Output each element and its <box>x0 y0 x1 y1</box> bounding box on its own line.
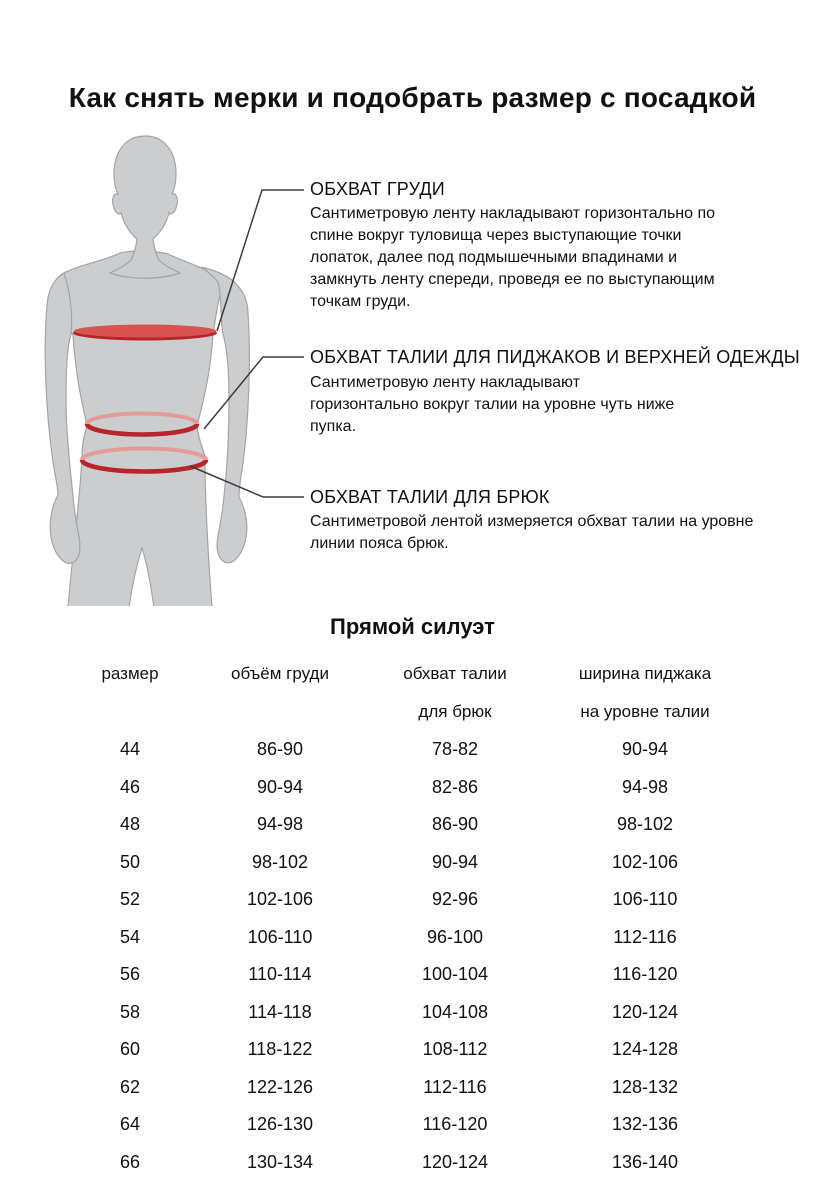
size-table-body <box>60 731 740 1181</box>
table-cell: 116-120 <box>612 964 678 984</box>
table-cell: 102-106 <box>611 851 679 872</box>
table-cell: 96-100 <box>426 926 484 947</box>
table-cell: 44 <box>119 739 141 759</box>
table-row <box>60 731 740 769</box>
table-row <box>60 956 740 994</box>
table-cell: 98-102 <box>251 851 309 872</box>
table-cell: 108-112 <box>422 1039 488 1059</box>
table-cell: 64 <box>119 1114 141 1134</box>
table-cell: 136-140 <box>611 1151 679 1172</box>
table-cell: 50 <box>119 851 141 872</box>
table-cell: 52 <box>119 889 141 909</box>
measurement-figure <box>20 130 320 606</box>
column-header-size: размер <box>101 664 159 683</box>
table-cell: 104-108 <box>421 1001 489 1022</box>
table-cell: 56 <box>119 964 141 984</box>
table-cell: 46 <box>119 776 141 797</box>
hip-connector-line <box>190 466 304 497</box>
table-row <box>60 769 740 807</box>
column-header-jacket-width: ширина пиджака на уровне талии <box>578 664 712 721</box>
table-cell: 102-106 <box>246 889 314 909</box>
table-cell: 114-118 <box>248 1001 312 1022</box>
chest-section-description: Сантиметровую ленту накладывают горизонтально по спине вокруг туловища через выступающие точки лопаток, далее под подмышечными впадинами и замкнуть ленту спереди, проведя ее по выступающим точкам груди. <box>310 205 716 310</box>
table-row <box>60 1069 740 1107</box>
table-cell: 112-116 <box>613 926 677 947</box>
table-title: Прямой силуэт <box>330 614 495 639</box>
table-cell: 124-128 <box>611 1039 679 1059</box>
table-cell: 116-120 <box>422 1114 488 1134</box>
table-row <box>60 919 740 957</box>
table-cell: 60 <box>119 1039 141 1059</box>
table-cell: 130-134 <box>246 1151 314 1172</box>
size-table <box>60 655 740 1181</box>
table-row <box>60 881 740 919</box>
table-cell: 110-114 <box>248 964 312 984</box>
table-row <box>60 994 740 1032</box>
table-cell: 120-124 <box>611 1001 679 1022</box>
table-row <box>60 1144 740 1182</box>
waist-trousers-section-description: Сантиметровой лентой измеряется обхват талии на уровне линии пояса брюк. <box>310 513 754 552</box>
table-cell: 54 <box>119 926 141 947</box>
table-cell: 120-124 <box>421 1151 489 1172</box>
chest-band-top <box>74 325 216 338</box>
size-table-header <box>60 655 740 731</box>
table-cell: 78-82 <box>431 739 479 759</box>
table-cell: 126-130 <box>246 1114 314 1134</box>
waist-jacket-section-description: Сантиметровую ленту накладывают горизонтально вокруг талии на уровне чуть ниже пупка. <box>310 374 675 435</box>
table-cell: 98-102 <box>616 814 674 834</box>
table-cell: 48 <box>119 814 141 834</box>
table-cell: 106-110 <box>612 889 678 909</box>
table-row <box>60 806 740 844</box>
page-title: Как снять мерки и подобрать размер с посадкой <box>68 82 757 113</box>
table-cell: 128-132 <box>611 1076 679 1097</box>
table-cell: 118-122 <box>247 1039 313 1059</box>
waist-connector-line <box>204 357 304 429</box>
table-cell: 90-94 <box>256 776 304 797</box>
waist-trousers-section-heading: ОБХВАТ ТАЛИИ ДЛЯ БРЮК <box>310 487 550 507</box>
table-cell: 94-98 <box>256 814 304 834</box>
male-silhouette-svg <box>20 130 320 606</box>
column-header-trouser-waist: обхват талии для брюк <box>403 664 507 721</box>
table-cell: 94-98 <box>621 776 669 797</box>
column-header-chest: объём груди <box>231 664 329 683</box>
table-cell: 86-90 <box>256 739 304 759</box>
table-cell: 90-94 <box>621 739 669 759</box>
table-cell: 100-104 <box>421 964 489 984</box>
table-cell: 122-126 <box>246 1076 314 1097</box>
table-cell: 132-136 <box>611 1114 679 1134</box>
chest-section-heading: ОБХВАТ ГРУДИ <box>310 179 445 199</box>
waist-jacket-section-heading: ОБХВАТ ТАЛИИ ДЛЯ ПИДЖАКОВ И ВЕРХНЕЙ ОДЕЖДЫ <box>310 347 800 367</box>
table-cell: 106-110 <box>247 926 313 947</box>
table-cell: 112-116 <box>423 1076 487 1097</box>
table-row <box>60 1031 740 1069</box>
table-cell: 62 <box>119 1076 141 1097</box>
table-row <box>60 1106 740 1144</box>
table-cell: 58 <box>119 1001 141 1022</box>
table-cell: 82-86 <box>431 776 479 797</box>
table-cell: 92-96 <box>431 889 479 909</box>
table-cell: 66 <box>119 1151 141 1172</box>
table-cell: 86-90 <box>431 814 479 834</box>
table-row <box>60 844 740 882</box>
table-cell: 90-94 <box>431 851 479 872</box>
